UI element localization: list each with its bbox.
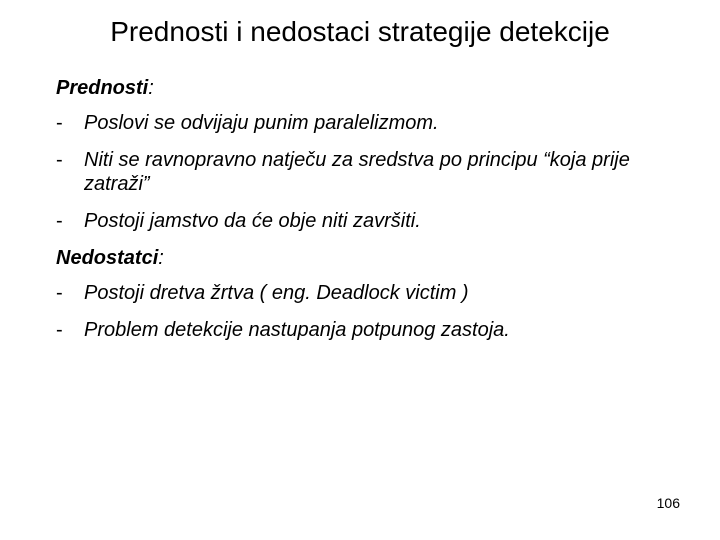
disadvantage-item-text: Problem detekcije nastupanja potpunog zastoja. xyxy=(84,319,510,341)
advantage-item xyxy=(56,111,696,135)
bullet-dash: - xyxy=(56,149,63,171)
slide-title: Prednosti i nedostaci strategije detekcije xyxy=(110,16,610,47)
slide-content xyxy=(56,76,696,355)
disadvantages-heading xyxy=(56,246,696,270)
bullet-dash: - xyxy=(56,112,63,134)
advantage-item xyxy=(56,209,696,233)
advantage-item-text: Niti se ravnopravno natječu za sredstva po principu “koja prije zatraži” xyxy=(84,149,630,195)
advantages-heading-label: Prednosti xyxy=(56,77,149,99)
disadvantages-heading-colon: : xyxy=(158,247,164,269)
advantages-heading-colon: : xyxy=(148,77,154,99)
page-number: 106 xyxy=(656,495,680,511)
disadvantage-item xyxy=(56,318,696,342)
bullet-dash: - xyxy=(56,319,63,341)
advantage-item xyxy=(56,148,696,196)
disadvantage-item xyxy=(56,281,696,305)
advantage-item-text: Postoji jamstvo da će obje niti završiti. xyxy=(84,210,421,232)
disadvantage-item-text: Postoji dretva žrtva ( eng. Deadlock victim ) xyxy=(84,282,469,304)
disadvantages-heading-label: Nedostatci xyxy=(56,247,159,269)
advantages-heading xyxy=(56,76,696,100)
bullet-dash: - xyxy=(56,282,63,304)
bullet-dash: - xyxy=(56,210,63,232)
advantage-item-text: Poslovi se odvijaju punim paralelizmom. xyxy=(84,112,439,134)
